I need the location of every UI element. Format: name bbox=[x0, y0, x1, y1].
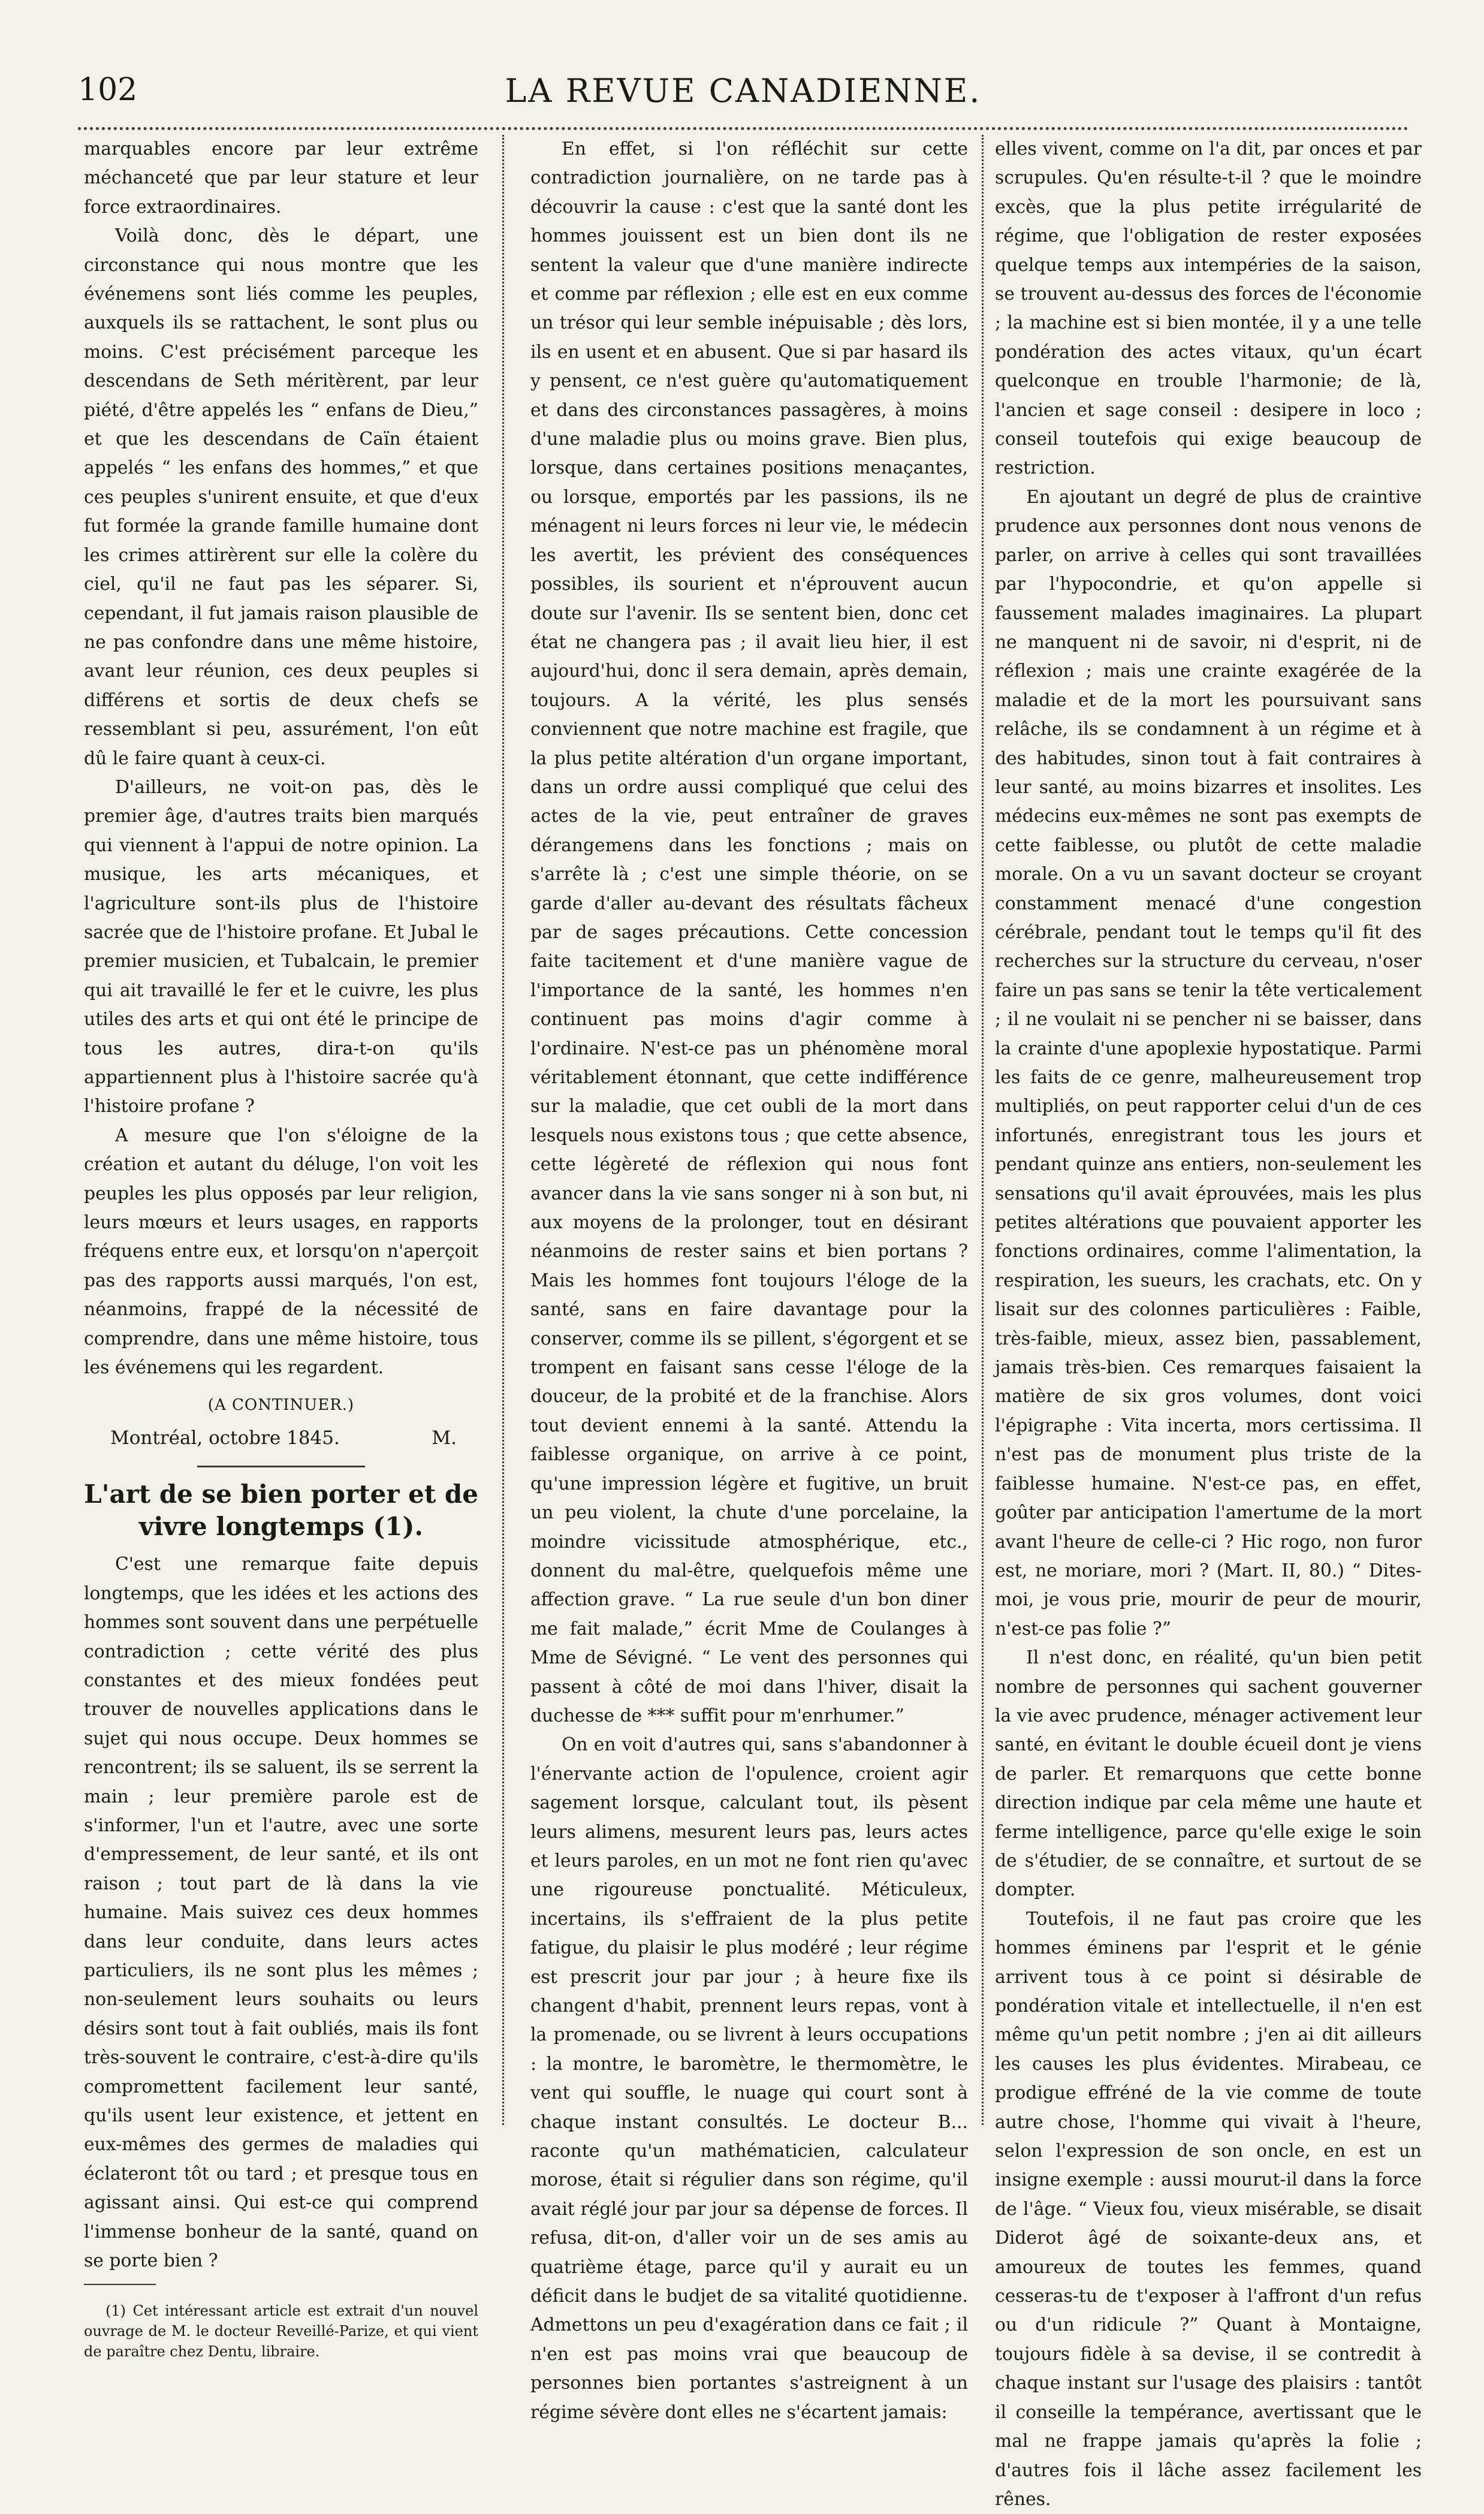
paragraph: elles vivent, comme on l'a dit, par onces et par scrupules. Qu'en résulte-t-il ? que le moindre excès, que la plus petite irrégularité de régime, que l'obligation de rester exposées quelque temps aux intempéries de la saison, se trouvent au-dessus des forces de l'économie ; la machine est si bien montée, il y a une telle pondération des actes vitaux, qu'un écart quelconque en trouble l'harmonie; de là, l'ancien et sage conseil : desipere in loco ; conseil toutefois qui exige beaucoup de restriction. bbox=[995, 138, 1422, 479]
paragraph: En ajoutant un degré de plus de craintive prudence aux personnes dont nous venons de parler, on arrive à celles qui sont travaillées par l'hypocondrie, et qu'on appelle si faussement malades imaginaires. La plupart ne manquent ni de savoir, ni d'esprit, ni de réflexion ; mais une crainte exagérée de la maladie et de la mort les poursuivant sans relâche, ils se condamnent à un régime et à des habitudes, sinon tout à fait contraires à leur santé, au moins bizarres et insolites. Les médecins eux-mêmes ne sont pas exempts de cette faiblesse, ou plutôt de cette maladie morale. On a vu un savant docteur se croyant constamment menacé d'une congestion cérébrale, pendant tout le temps qu'il fit des recherches sur la structure du cerveau, n'oser faire un pas sans se tenir la tête verticalement ; il ne voulait ni se pencher ni se baisser, dans la crainte d'une apoplexie hypostatique. Parmi les faits de ce genre, malheureusement trop multipliés, on peut rapporter celui d'un de ces infortunés, enregistrant tous les jours et pendant quinze ans entiers, non-seulement les sensations qu'il avait éprouvées, mais les plus petites altérations que pouvaient apporter les fonctions ordinaires, comme l'alimentation, la respiration, les sueurs, les crachats, etc. On y lisait sur des colonnes particulières : Faible, très-faible, mieux, assez bien, passablement, jamais très-bien. Ces remarques faisaient la matière de six gros volumes, dont voici l'épigraphe : Vita incerta, mors certissima. Il n'est pas de monument plus triste de la faiblesse humaine. N'est-ce pas, en effet, goûter par anticipation l'amertume de la mort avant l'heure de celle-ci ? Hic rogo, non furor est, ne moriare, mori ? (Mart. II, 80.) “ Dites-moi, je vous prie, mourir de peur de mourir, n'est-ce pas folie ?” bbox=[995, 486, 1422, 1639]
author-initial: M. bbox=[432, 1427, 457, 1449]
page-number: 102 bbox=[78, 72, 138, 108]
signature-line bbox=[84, 1424, 478, 1452]
to-be-continued-note: (A CONTINUER.) bbox=[207, 1396, 355, 1415]
paragraph: Il n'est donc, en réalité, qu'un bien petit nombre de personnes qui sachent gouverner la vie avec prudence, ménager activement leur santé, en évitant le double écueil dont je viens de parler. Et remarquons que cette bonne direction indique par cela même une haute et ferme intelligence, parce qu'elle exige le soin de s'étudier, de se connaître, et surtout de se dompter. bbox=[995, 1647, 1422, 1901]
footnote: (1) Cet intéressant article est extrait d'un nouvel ouvrage de M. le docteur Reveillé-Parize, et qui vient de paraître chez Dentu, libraire. bbox=[84, 2302, 478, 2361]
paragraph: marquables encore par leur extrême méchanceté que par leur stature et leur force extraordinaires. bbox=[84, 138, 478, 218]
place-date: Montréal, octobre 1845. bbox=[110, 1427, 340, 1449]
article-title: L'art de se bien porter et de vivre longtemps (1). bbox=[84, 1479, 478, 1542]
paragraph: On en voit d'autres qui, sans s'abandonner à l'énervante action de l'opulence, croient agir sagement lorsque, calculant tout, ils pèsent leurs alimens, mesurent leurs pas, leurs actes et leurs paroles, en un mot ne font rien qu'avec une rigoureuse ponctualité. Méticuleux, incertains, ils s'effraient de la plus petite fatigue, du plaisir le plus modéré ; leur régime est prescrit jour par jour ; à heure fixe ils changent d'habit, prennent leurs repas, vont à la promenade, ou se livrent à leurs occupations : la montre, le baromètre, le thermomètre, le vent qui souffle, le nuage qui court sont à chaque instant consultés. Le docteur B... raconte qu'un mathématicien, calculateur morose, était si régulier dans son régime, qu'il avait réglé jour par jour sa dépense de forces. Il refusa, dit-on, d'aller voir un de ses amis au quatrième étage, parce qu'il y aurait eu un déficit dans le budjet de sa vitalité quotidienne. Admettons un peu d'exagération dans ce fait ; il n'en est pas moins vrai que beaucoup de personnes bien portantes s'astreignent à un régime sévère dont elles ne s'écartent jamais: bbox=[530, 1734, 968, 2423]
paragraph: C'est une remarque faite depuis longtemps, que les idées et les actions des hommes sont souvent dans une perpétuelle contradiction ; cette vérité des plus constantes et des mieux fondées peut trouver de nouvelles applications dans le sujet qui nous occupe. Deux hommes se rencontrent; ils se saluent, ils se serrent la main ; leur première parole est de s'informer, l'un et l'autre, avec une sorte d'empressement, de leur santé, et ils ont raison ; tout part de là dans la vie humaine. Mais suivez ces deux hommes dans leur conduite, dans leurs actes particuliers, ils ne sont plus les mêmes ; non-seulement leurs souhaits ou leurs désirs sont tout à fait oubliés, mais ils font très-souvent le contraire, c'est-à-dire qu'ils compromettent facilement leur santé, qu'ils usent leur existence, et jettent en eux-mêmes des germes de maladies qui éclateront tôt ou tard ; et presque tous en agissant ainsi. Qui est-ce qui comprend l'immense bonheur de la santé, quand on se porte bien ? bbox=[84, 1554, 478, 2272]
running-title: LA REVUE CANADIENNE. bbox=[505, 72, 982, 110]
header-rule bbox=[78, 127, 1408, 130]
paragraph: D'ailleurs, ne voit-on pas, dès le premier âge, d'autres traits bien marqués qui viennent à l'appui de notre opinion. La musique, les arts mécaniques, et l'agriculture sont-ils plus de l'histoire sacrée que de l'histoire profane. Et Jubal le premier musicien, et Tubalcain, le premier qui ait travaillé le fer et le cuivre, les plus utiles des arts et qui ont été le principe de tous les autres, dira-t-on qu'ils appartiennent plus à l'histoire sacrée qu'à l'histoire profane ? bbox=[84, 776, 478, 1117]
paragraph: A mesure que l'on s'éloigne de la création et autant du déluge, l'on voit les peuples les plus opposés par leur religion, leurs mœurs et leurs usages, en rapports fréquens entre eux, et lorsqu'on n'aperçoit pas des rapports aussi marqués, l'on est, néanmoins, frappé de la nécessité de comprendre, dans une même histoire, tous les événemens qui les regardent. bbox=[84, 1125, 478, 1379]
column-divider bbox=[502, 135, 504, 2125]
column-1 bbox=[84, 135, 478, 2361]
column-divider bbox=[982, 135, 984, 2125]
column-3 bbox=[995, 135, 1422, 2510]
footnote-rule bbox=[84, 2284, 156, 2285]
paragraph: Voilà donc, dès le départ, une circonstance qui nous montre que les événemens sont liés comme les peuples, auxquels ils se rattachent, le sont plus ou moins. C'est précisément parceque les descendans de Seth méritèrent, par leur piété, d'être appelés les “ enfans de Dieu,” et que les descendans de Caïn étaient appelés “ les enfans des hommes,” et que ces peuples s'unirent ensuite, et que d'eux fut formée la grande famille humaine dont les crimes attirèrent sur elle la colère du ciel, qu'il ne faut pas les séparer. Si, cependant, il fut jamais raison plausible de ne pas confondre dans une même histoire, avant leur réunion, ces deux peuples si différens et sortis de deux chefs se ressemblant si peu, assurément, l'on eût dû le faire quant à ceux-ci. bbox=[84, 225, 478, 769]
page-header bbox=[78, 72, 1408, 120]
paragraph: Toutefois, il ne faut pas croire que les hommes éminens par l'esprit et le génie arrivent tous à ce point si désirable de pondération vitale et intellectuelle, il n'en est même qu'un petit nombre ; j'en ai dit ailleurs les causes les plus évidentes. Mirabeau, ce prodigue effréné de la vie comme de toute autre chose, l'homme qui vivait à l'heure, selon l'expression de son oncle, en est un insigne exemple : aussi mourut-il dans la force de l'âge. “ Vieux fou, vieux misérable, se disait Diderot âgé de soixante-deux ans, et amoureux de toutes les femmes, quand cesseras-tu de t'exposer à l'affront d'un refus ou d'un ridicule ?” Quant à Montaigne, toujours fidèle à sa devise, il se contredit à chaque instant sur l'usage des plaisirs : tantôt il conseille la tempérance, avertissant que le mal ne frappe jamais qu'après la folie ; d'autres fois il lâche assez facilement les rênes. bbox=[995, 1908, 1422, 2510]
article-separator bbox=[197, 1466, 365, 1467]
column-2 bbox=[530, 135, 968, 2423]
paragraph: En effet, si l'on réfléchit sur cette contradiction journalière, on ne tarde pas à découvrir la cause : c'est que la santé dont les hommes jouissent est un bien dont ils ne sentent la valeur que d'une manière indirecte et comme par réflexion ; elle est en eux comme un trésor qui leur semble inépuisable ; dès lors, ils en usent et en abusent. Que si par hasard ils y pensent, ce n'est guère qu'automatiquement et dans des circonstances passagères, à moins d'une maladie plus ou moins grave. Bien plus, lorsque, dans certaines positions menaçantes, ou lorsque, emportés par les passions, ils ne ménagent ni leurs forces ni leur vie, le médecin les avertit, les prévient des conséquences possibles, ils sourient et n'éprouvent aucun doute sur l'avenir. Ils se sentent bien, donc cet état ne changera pas ; il avait lieu hier, il est aujourd'hui, donc il sera demain, après demain, toujours. A la vérité, les plus sensés conviennent que notre machine est fragile, que la plus petite altération d'un organe important, dans un ordre aussi compliqué que celui des actes de la vie, peut entraîner de graves dérangemens dans les fonctions ; mais on s'arrête là ; c'est une simple théorie, on se garde d'aller au-devant des résultats fâcheux par de sages précautions. Cette concession faite tacitement et d'une manière vague de l'importance de la santé, les hommes n'en continuent pas moins d'agir comme à l'ordinaire. N'est-ce pas un phénomène moral véritablement étonnant, que cette indifférence sur la maladie, que cet oubli de la mort dans lesquels nous existons tous ; que cette absence, cette légèreté de réflexion qui nous font avancer dans la vie sans songer ni à son but, ni aux moyens de la prolonger, tout en désirant néanmoins de rester sains et bien portans ? Mais les hommes font toujours l'éloge de la santé, sans en faire davantage pour la conserver, comme ils se pillent, s'égorgent et se trompent en faisant sans cesse l'éloge de la douceur, de la probité et de la franchise. Alors tout devient ennemi à la santé. Attendu la faiblesse organique, on arrive à ce point, qu'une impression légère et fugitive, un bruit un peu violent, la chute d'une porcelaine, la moindre vicissitude atmosphérique, etc., donnent du mal-être, quelquefois même une affection grave. “ La rue seule d'un bon diner me fait malade,” écrit Mme de Coulanges à Mme de Sévigné. “ Le vent des personnes qui passent à côté de moi dans l'hiver, disait la duchesse de *** suffit pour m'enrhumer.” bbox=[530, 138, 968, 1726]
